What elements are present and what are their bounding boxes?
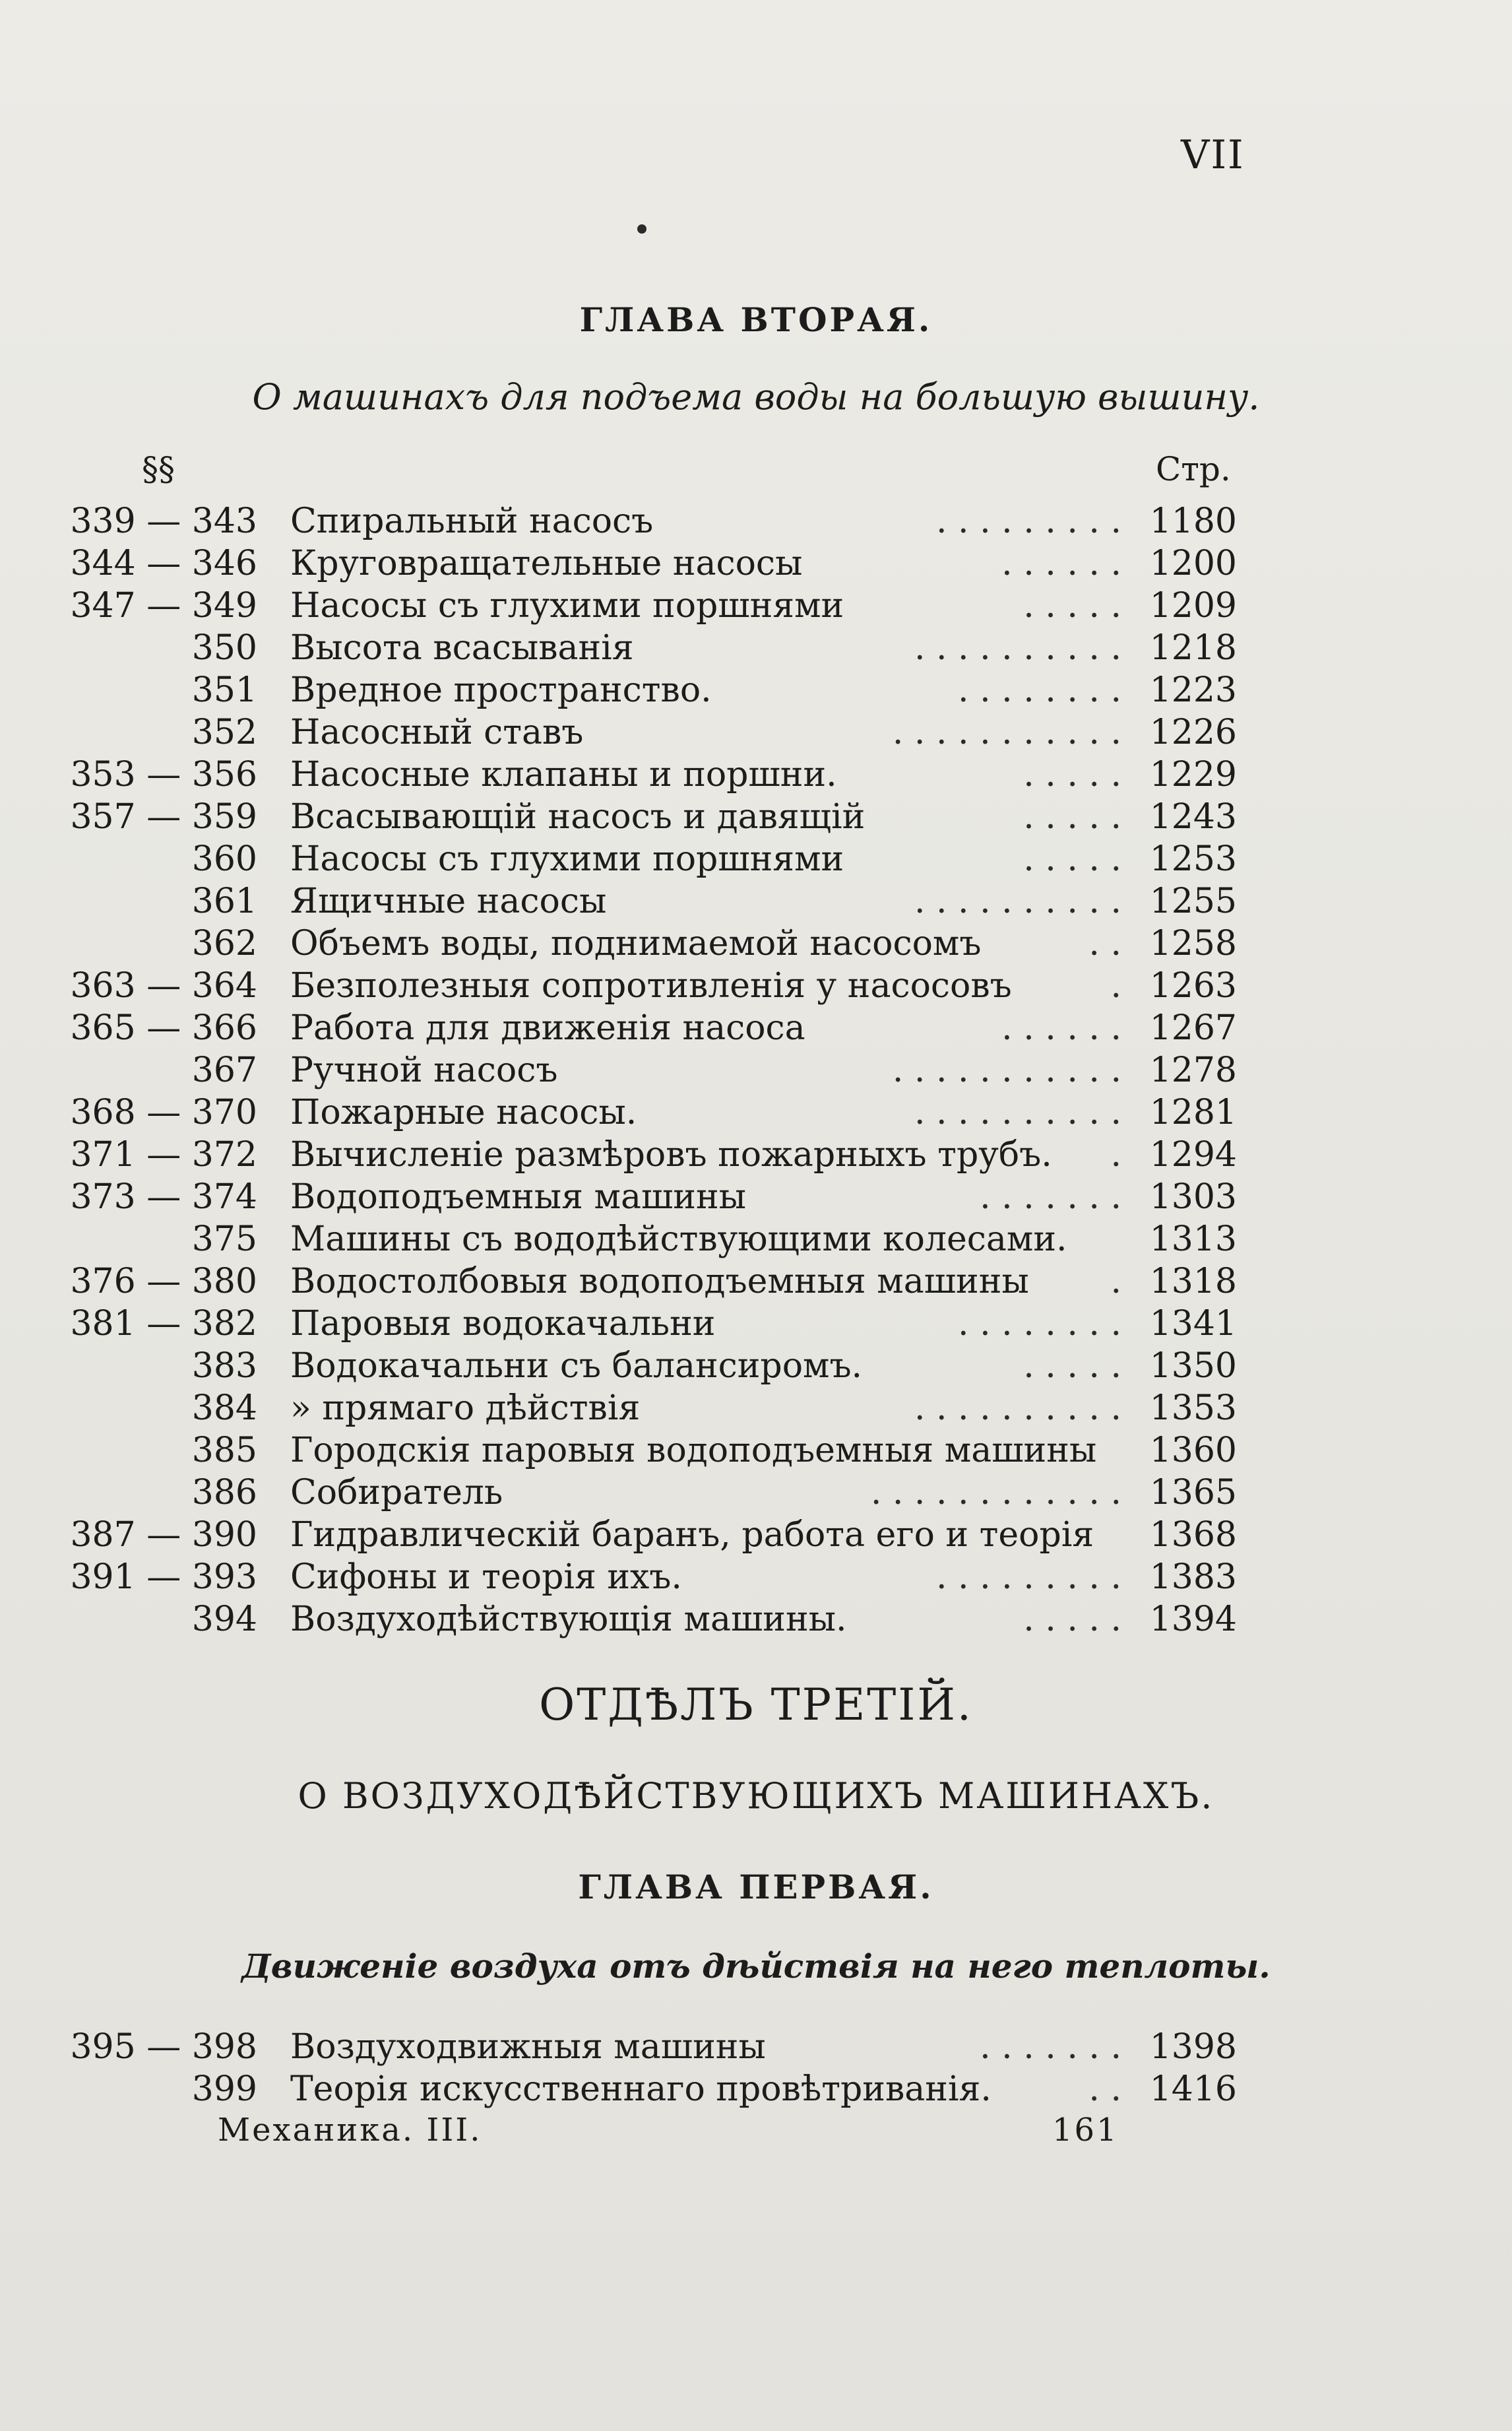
- toc-row: [0, 1598, 1512, 1640]
- toc-row: [0, 754, 1512, 796]
- toc-section-number: 365 — 366: [70, 1008, 257, 1048]
- toc-row: [0, 1514, 1512, 1556]
- toc-page-number: 1263: [1149, 966, 1237, 1006]
- toc-title: Насосный ставъ: [290, 713, 584, 752]
- toc-page-number: 1368: [1149, 1515, 1237, 1555]
- toc-dot-leader: . . . . . . . . . .: [914, 1093, 1121, 1132]
- toc-section-number: 383: [191, 1346, 257, 1386]
- toc-page-number: 1258: [1149, 924, 1237, 963]
- toc-row: [0, 500, 1512, 542]
- toc-row: [0, 796, 1512, 838]
- toc-page-number: 1383: [1149, 1557, 1237, 1597]
- toc-row: [0, 1091, 1512, 1134]
- toc-row: [0, 1134, 1512, 1176]
- toc-dot-leader: . . . . .: [1023, 839, 1121, 879]
- toc-row: [0, 1387, 1512, 1429]
- toc-row: [0, 1429, 1512, 1472]
- toc-row: [0, 542, 1512, 585]
- toc-page-number: 1243: [1149, 797, 1237, 837]
- toc-section-number: 350: [191, 628, 257, 668]
- chapter-subtitle: О машинахъ для подъема воды на большую вышину.: [252, 376, 1260, 418]
- toc-page-number: 1223: [1149, 670, 1237, 710]
- toc-section-number: 363 — 364: [70, 966, 257, 1006]
- toc-title: Сифоны и теорія ихъ.: [290, 1557, 682, 1597]
- toc-row: [0, 838, 1512, 880]
- toc-title: » прямаго дѣйствія: [290, 1388, 641, 1428]
- toc-page-number: 1278: [1149, 1051, 1237, 1090]
- toc-section-number: 360: [191, 839, 257, 879]
- part-subheading: О ВОЗДУХОДѢЙСТВУЮЩИХЪ МАШИНАХЪ.: [298, 1775, 1214, 1817]
- toc-title: Работа для движенія насоса: [290, 1008, 805, 1048]
- toc-title: Воздуходвижныя машины: [290, 2027, 766, 2067]
- toc-title: Насосные клапаны и поршни.: [290, 755, 837, 794]
- toc-section-number: 351: [191, 670, 257, 710]
- toc-row: [0, 627, 1512, 669]
- toc-title: Вычисленіе размѣровъ пожарныхъ трубъ.: [290, 1135, 1052, 1175]
- toc-section-number: 399: [191, 2069, 257, 2109]
- toc-title: Высота всасыванія: [290, 628, 634, 668]
- toc-dot-leader: . . . . . .: [1001, 544, 1121, 583]
- toc-page-number: 1341: [1149, 1304, 1237, 1344]
- toc-section-number: 395 — 398: [70, 2027, 257, 2067]
- toc-page-number: 1318: [1149, 1262, 1237, 1301]
- toc-section-number: 362: [191, 924, 257, 963]
- toc-section-number: 394: [191, 1600, 257, 1639]
- toc-dot-leader: . . . . . . . .: [958, 670, 1121, 710]
- toc-dot-leader: . . . . . . .: [980, 2027, 1121, 2067]
- toc-page-number: 1394: [1149, 1600, 1237, 1639]
- toc-section-number: 357 — 359: [70, 797, 257, 837]
- toc-page-number: 1229: [1149, 755, 1237, 794]
- toc-dot-leader: . . . . .: [1023, 1346, 1121, 1386]
- toc-row: [0, 1345, 1512, 1387]
- toc-dot-leader: . .: [1088, 2069, 1121, 2109]
- toc-section-number: 352: [191, 713, 257, 752]
- toc-dot-leader: . . . . . . . . . . .: [892, 1051, 1121, 1090]
- toc-title: Объемъ воды, поднимаемой насосомъ: [290, 924, 982, 963]
- toc-row: [0, 669, 1512, 711]
- toc-section-number: 376 — 380: [70, 1262, 257, 1301]
- toc-title: Паровыя водокачальни: [290, 1304, 716, 1344]
- toc-dot-leader: . . . . . . . . .: [936, 502, 1121, 541]
- toc-dot-leader: . . . . . . . . . .: [914, 1388, 1121, 1428]
- toc-title: Воздуходѣйствующія машины.: [290, 1600, 847, 1639]
- toc-title: Городскія паровыя водоподъемныя машины: [290, 1431, 1097, 1470]
- part-heading: ОТДѢЛЪ ТРЕТІЙ.: [539, 1679, 973, 1730]
- toc-dot-leader: . . . . .: [1023, 1600, 1121, 1639]
- toc-row: [0, 965, 1512, 1007]
- toc-row: [0, 711, 1512, 754]
- toc-title: Всасывающій насосъ и давящій: [290, 797, 866, 837]
- toc-section-number: 385: [191, 1431, 257, 1470]
- toc-title: Насосы съ глухими поршнями: [290, 586, 844, 626]
- toc-row: [0, 1049, 1512, 1091]
- toc-page-number: 1416: [1149, 2069, 1237, 2109]
- toc-row: [0, 2026, 1512, 2068]
- toc-title: Водоподъемныя машины: [290, 1177, 747, 1217]
- toc-title: Насосы съ глухими поршнями: [290, 839, 844, 879]
- toc-page-number: 1313: [1149, 1219, 1237, 1259]
- toc-row: [0, 2068, 1512, 2110]
- toc-title: Пожарные насосы.: [290, 1093, 637, 1132]
- toc-section-number: 353 — 356: [70, 755, 257, 794]
- toc-section-number: 339 — 343: [70, 502, 257, 541]
- toc-section-number: 344 — 346: [70, 544, 257, 583]
- toc-page-number: 1226: [1149, 713, 1237, 752]
- toc-dot-leader: . . . . .: [1023, 797, 1121, 837]
- signature-number: 161: [1052, 2112, 1119, 2149]
- toc-dot-leader: . .: [1088, 924, 1121, 963]
- toc-page-number: 1350: [1149, 1346, 1237, 1386]
- toc-row: [0, 1303, 1512, 1345]
- toc-dot-leader: . . . . .: [1023, 586, 1121, 626]
- toc-title: Теорія искусственнаго провѣтриванія.: [290, 2069, 992, 2109]
- toc-section-number: 381 — 382: [70, 1304, 257, 1344]
- toc-title: Ящичные насосы: [290, 882, 607, 921]
- chapter-subtitle-2: Движеніе воздуха отъ дѣйствія на него теплоты.: [241, 1947, 1271, 1986]
- toc-section-number: 367: [191, 1051, 257, 1090]
- toc-dot-leader: . . . . . . . . . .: [914, 628, 1121, 668]
- toc-page-number: 1365: [1149, 1473, 1237, 1512]
- toc-section-number: 386: [191, 1473, 257, 1512]
- toc-page-number: 1398: [1149, 2027, 1237, 2067]
- toc-section-number: 391 — 393: [70, 1557, 257, 1597]
- toc-row: [0, 1556, 1512, 1598]
- running-head: VII: [1181, 132, 1245, 178]
- toc-row: [0, 1260, 1512, 1303]
- toc-title: Водостолбовыя водоподъемныя машины: [290, 1262, 1029, 1301]
- toc-page-number: 1267: [1149, 1008, 1237, 1048]
- toc-row: [0, 1176, 1512, 1218]
- toc-page-number: 1294: [1149, 1135, 1237, 1175]
- printer-dot: [637, 224, 646, 234]
- toc-title: Круговращательные насосы: [290, 544, 803, 583]
- toc-dot-leader: . . . . . . . .: [958, 1304, 1121, 1344]
- toc-page-number: 1353: [1149, 1388, 1237, 1428]
- toc-dot-leader: . . . . . . . . . . .: [892, 713, 1121, 752]
- toc-dot-leader: . . . . . .: [1001, 1008, 1121, 1048]
- toc-section-number: 387 — 390: [70, 1515, 257, 1555]
- chapter-heading-2: ГЛАВА ПЕРВАЯ.: [578, 1867, 934, 1906]
- toc-row: [0, 585, 1512, 627]
- toc-section-number: 384: [191, 1388, 257, 1428]
- toc-page-number: 1253: [1149, 839, 1237, 879]
- toc-title: Гидравлическій баранъ, работа его и теорія: [290, 1515, 1094, 1555]
- toc-page-number: 1303: [1149, 1177, 1237, 1217]
- toc-title: Вредное пространство.: [290, 670, 712, 710]
- toc-dot-leader: .: [1110, 1262, 1121, 1301]
- toc-page-number: 1281: [1149, 1093, 1237, 1132]
- toc-row: [0, 923, 1512, 965]
- toc-dot-leader: . . . . . . . . .: [936, 1557, 1121, 1597]
- toc-row: [0, 880, 1512, 923]
- page-label: Стр.: [1156, 450, 1231, 488]
- toc-section-number: 361: [191, 882, 257, 921]
- toc-dot-leader: .: [1110, 1135, 1121, 1175]
- toc-dot-leader: . . . . .: [1023, 755, 1121, 794]
- toc-dot-leader: .: [1110, 966, 1121, 1006]
- toc-page-number: 1360: [1149, 1431, 1237, 1470]
- toc-page-number: 1218: [1149, 628, 1237, 668]
- chapter-heading: ГЛАВА ВТОРАЯ.: [579, 300, 933, 339]
- toc-section-number: 368 — 370: [70, 1093, 257, 1132]
- toc-section-number: 347 — 349: [70, 586, 257, 626]
- toc-title: Ручной насосъ: [290, 1051, 558, 1090]
- toc-page-number: 1255: [1149, 882, 1237, 921]
- footer-title: Механика. III.: [218, 2112, 482, 2149]
- sections-label: §§: [142, 450, 175, 488]
- toc-row: [0, 1472, 1512, 1514]
- toc-title: Безполезныя сопротивленія у насосовъ: [290, 966, 1012, 1006]
- toc-row: [0, 1218, 1512, 1260]
- toc-page-number: 1209: [1149, 586, 1237, 626]
- toc-title: Водокачальни съ балансиромъ.: [290, 1346, 863, 1386]
- toc-section-number: 373 — 374: [70, 1177, 257, 1217]
- toc-title: Собиратель: [290, 1473, 503, 1512]
- toc-section-number: 375: [191, 1219, 257, 1259]
- toc-dot-leader: . . . . . . . . . . . .: [870, 1473, 1121, 1512]
- toc-page-number: 1200: [1149, 544, 1237, 583]
- toc-row: [0, 1007, 1512, 1049]
- toc-title: Машины съ вододѣйствующими колесами.: [290, 1219, 1067, 1259]
- toc-page-number: 1180: [1149, 502, 1237, 541]
- toc-title: Спиральный насосъ: [290, 502, 654, 541]
- toc-dot-leader: . . . . . . . . . .: [914, 882, 1121, 921]
- toc-section-number: 371 — 372: [70, 1135, 257, 1175]
- toc-dot-leader: . . . . . . .: [980, 1177, 1121, 1217]
